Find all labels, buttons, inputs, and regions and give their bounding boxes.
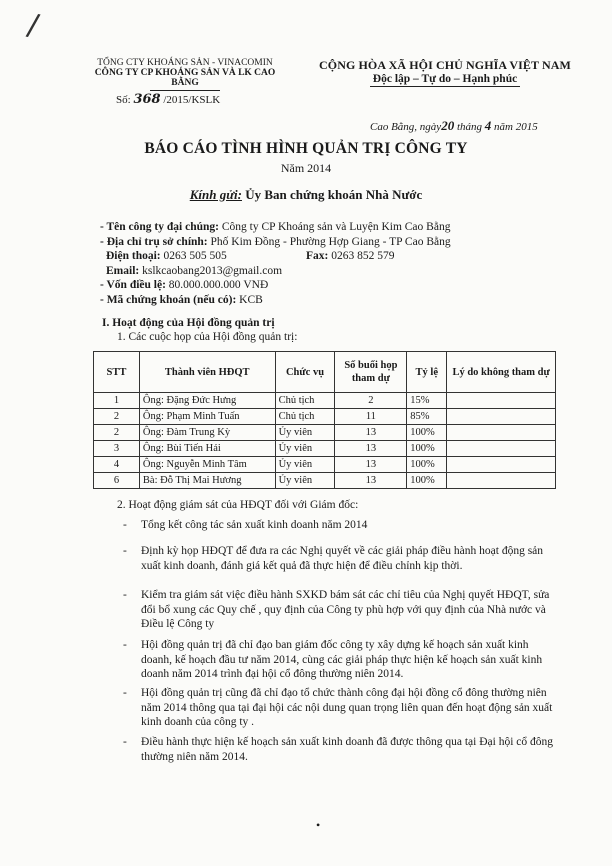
table-row xyxy=(94,425,556,441)
cell-reason xyxy=(447,393,556,409)
date-month-label: tháng xyxy=(456,121,483,133)
cell-member: Ông: Phạm Minh Tuấn xyxy=(139,409,275,425)
parent-company: TỔNG CTY KHOÁNG SẢN - VINACOMIN xyxy=(97,58,273,68)
cell-meetings: 13 xyxy=(335,473,407,489)
cell-role: Chủ tịch xyxy=(275,409,335,425)
cell-stt: 3 xyxy=(94,441,140,457)
cell-member: Ông: Đặng Đức Hưng xyxy=(139,393,275,409)
info-phone-row xyxy=(100,249,451,264)
handwritten-margin-mark: / xyxy=(24,7,42,44)
bullet-dash: - xyxy=(123,545,127,557)
bullet-dash: - xyxy=(123,589,127,601)
document-number xyxy=(116,92,220,107)
cell-meetings: 2 xyxy=(335,393,407,409)
recipient-name: Ủy Ban chứng khoán Nhà Nước xyxy=(245,187,423,202)
cell-reason xyxy=(447,409,556,425)
cell-role: Ủy viên xyxy=(275,425,335,441)
cell-rate: 100% xyxy=(407,473,447,489)
info-stock-label: - Mã chứng khoán (nếu có): xyxy=(100,293,237,306)
info-address-label: - Địa chỉ trụ sở chính: xyxy=(100,235,208,248)
document-date xyxy=(370,118,538,134)
list-item xyxy=(123,544,555,573)
bullet-dash: - xyxy=(123,639,127,651)
list-item xyxy=(123,518,555,533)
info-stock-value: KCB xyxy=(239,293,263,306)
cell-meetings: 13 xyxy=(335,457,407,473)
th-meetings: Số buổi họp tham dự xyxy=(335,352,407,393)
list-item xyxy=(123,638,555,682)
header-rule-right xyxy=(370,86,520,87)
date-place: Cao Bằng, ngày xyxy=(370,121,442,133)
info-stock-row xyxy=(100,293,451,308)
table-header-row xyxy=(94,352,556,393)
table-row xyxy=(94,457,556,473)
table-row xyxy=(94,409,556,425)
info-email-row xyxy=(100,264,451,279)
cell-meetings: 13 xyxy=(335,441,407,457)
page-dot: • xyxy=(316,818,321,832)
list-item xyxy=(123,735,555,764)
cell-stt: 2 xyxy=(94,409,140,425)
section1-sub2: 2. Hoạt động giám sát của HĐQT đối với Giám đốc: xyxy=(117,499,359,511)
cell-rate: 100% xyxy=(407,425,447,441)
cell-role: Ủy viên xyxy=(275,473,335,489)
national-header xyxy=(300,58,590,87)
attendance-table xyxy=(93,351,556,489)
doc-no-prefix: Số: xyxy=(116,94,131,106)
info-address-row xyxy=(100,235,451,250)
bullet-text: Tổng kết công tác sản xuất kinh doanh năm 2014 xyxy=(141,519,368,531)
motto: Độc lập – Tự do – Hạnh phúc xyxy=(372,73,518,85)
th-reason: Lý do không tham dự xyxy=(447,352,556,393)
date-month: 4 xyxy=(484,118,492,133)
info-email-value: kslkcaobang2013@gmail.com xyxy=(142,264,283,277)
doc-no-handwritten: 368 xyxy=(133,92,161,107)
cell-reason xyxy=(447,457,556,473)
list-item xyxy=(123,588,555,632)
list-item xyxy=(123,686,555,730)
th-member: Thành viên HĐQT xyxy=(139,352,275,393)
cell-role: Ủy viên xyxy=(275,457,335,473)
recipient-label: Kính gửi: xyxy=(189,187,242,202)
info-fax xyxy=(306,249,394,264)
info-fax-label: Fax: xyxy=(306,250,329,262)
cell-member: Bà: Đỗ Thị Mai Hương xyxy=(139,473,275,489)
report-title: BÁO CÁO TÌNH HÌNH QUẢN TRỊ CÔNG TY xyxy=(144,140,468,157)
date-day: 20 xyxy=(441,118,455,133)
company-info xyxy=(100,220,451,307)
bullet-text: Điều hành thực hiện kế hoạch sản xuất kinh doanh đã được thông qua tại Đại hội cổ đông thường niên năm 2014. xyxy=(141,736,554,763)
info-capital-value: 80.000.000.000 VNĐ xyxy=(168,279,269,291)
info-capital-row xyxy=(100,278,451,293)
cell-reason xyxy=(447,473,556,489)
cell-reason xyxy=(447,441,556,457)
header-rule-left xyxy=(150,90,220,91)
section1-heading: I. Hoạt động của Hội đồng quản trị xyxy=(102,317,275,329)
info-address-value: Phố Kim Đồng - Phường Hợp Giang - TP Cao Bằng xyxy=(210,235,451,248)
th-stt: STT xyxy=(94,352,140,393)
table-row xyxy=(94,393,556,409)
cell-rate: 100% xyxy=(407,457,447,473)
bullet-text: Hội đồng quản trị đã chỉ đạo ban giám đốc công ty xây dựng kế hoạch sản xuất kinh doanh, kế hoạch đầu tư năm 2014, cùng các giải pháp thực hiện kế hoạch sản xuất kinh doanh năm 2014 trình đại hội cổ đông thường niên 2014. xyxy=(141,639,543,680)
info-phone-label: Điện thoại: xyxy=(106,250,161,262)
bullet-text: Hội đồng quản trị cũng đã chỉ đạo tổ chức thành công đại hội đồng cổ đông thường niên năm 2014 thông qua tại đại hội các nội dung quan trọng liên quan đến hoạt động sản xuất kinh doanh của công ty . xyxy=(141,687,553,728)
table-row xyxy=(94,441,556,457)
company-name: CÔNG TY CP KHOÁNG SẢN VÀ LK CAO BẰNG xyxy=(94,68,276,88)
report-year: Năm 2014 xyxy=(280,161,332,175)
section1-sub1: 1. Các cuộc họp của Hội đồng quản trị: xyxy=(117,331,298,343)
date-year: năm 2015 xyxy=(494,121,538,133)
bullet-dash: - xyxy=(123,687,127,699)
cell-member: Ông: Nguyễn Minh Tâm xyxy=(139,457,275,473)
cell-member: Ông: Đàm Trung Kỳ xyxy=(139,425,275,441)
bullet-dash: - xyxy=(123,519,127,531)
th-rate: Tỷ lệ xyxy=(407,352,447,393)
cell-member: Ông: Bùi Tiến Hải xyxy=(139,441,275,457)
info-fax-value: 0263 852 579 xyxy=(331,250,395,262)
recipient-line xyxy=(0,187,612,203)
cell-rate: 100% xyxy=(407,441,447,457)
cell-rate: 15% xyxy=(407,393,447,409)
info-email-label: Email: xyxy=(106,264,140,277)
bullet-dash: - xyxy=(123,736,127,748)
cell-role: Chủ tịch xyxy=(275,393,335,409)
cell-role: Ủy viên xyxy=(275,441,335,457)
info-name-row xyxy=(100,220,451,235)
cell-meetings: 13 xyxy=(335,425,407,441)
info-capital-label: - Vốn điều lệ: xyxy=(100,279,166,291)
info-name-value: Công ty CP Khoáng sản và Luyện Kim Cao Bằng xyxy=(221,221,451,233)
info-phone-value: 0263 505 505 xyxy=(163,250,227,262)
cell-reason xyxy=(447,425,556,441)
table-row xyxy=(94,473,556,489)
company-header xyxy=(90,58,280,91)
cell-stt: 6 xyxy=(94,473,140,489)
info-name-label: - Tên công ty đại chúng: xyxy=(100,221,219,233)
cell-stt: 2 xyxy=(94,425,140,441)
bullet-text: Định kỳ họp HĐQT để đưa ra các Nghị quyết về các giải pháp điều hành hoạt động sản xuất kinh doanh, đánh giá kết quả đã thực hiện để điều chỉnh kịp thời. xyxy=(141,545,544,572)
cell-stt: 1 xyxy=(94,393,140,409)
cell-stt: 4 xyxy=(94,457,140,473)
bullet-text: Kiểm tra giám sát việc điều hành SXKD bám sát các chỉ tiêu của Nghị quyết HĐQT, sửa đổi bổ xung các Quy chế , quy định của Công ty phù hợp với quy định của Nhà nước và Điều lệ Công ty xyxy=(141,589,550,630)
doc-no-suffix: /2015/KSLK xyxy=(163,94,221,106)
national-title: CỘNG HÒA XÃ HỘI CHỦ NGHĨA VIỆT NAM xyxy=(319,58,571,72)
th-role: Chức vụ xyxy=(275,352,335,393)
cell-rate: 85% xyxy=(407,409,447,425)
cell-meetings: 11 xyxy=(335,409,407,425)
